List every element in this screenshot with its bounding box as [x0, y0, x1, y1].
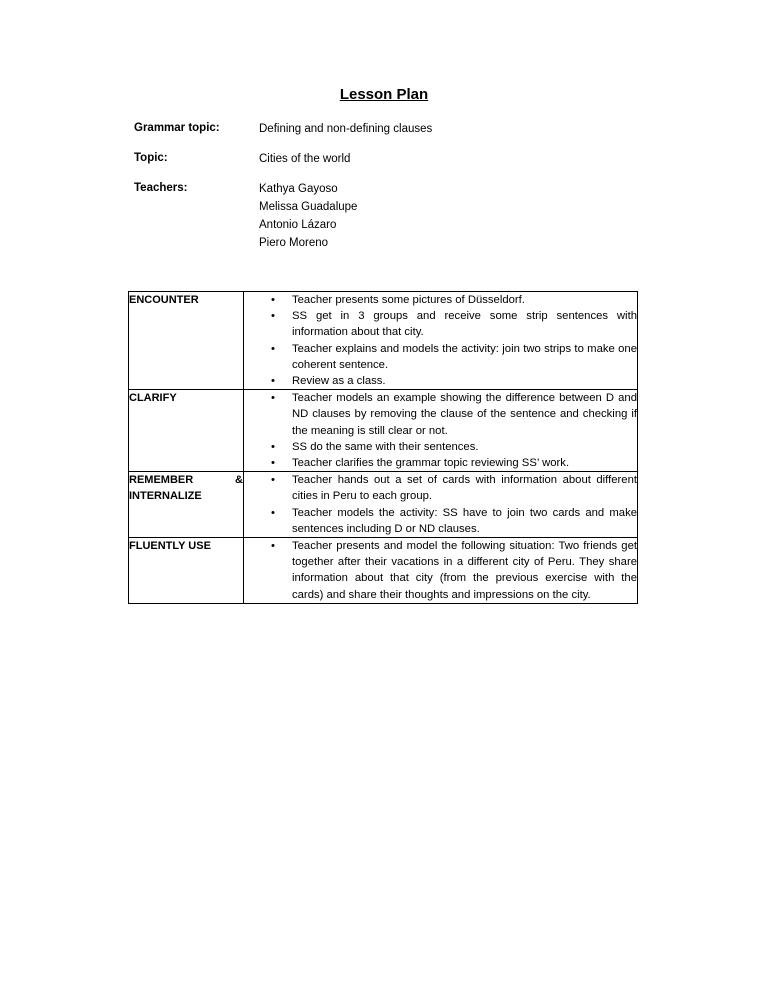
activity-item: • Teacher models the activity: SS have to join two cards and make sentences including D or ND clauses. [244, 505, 637, 537]
grammar-topic-value: Defining and non-defining clauses [259, 123, 433, 135]
activity-item: • Review as a class. [244, 373, 637, 389]
lesson-stages-table [128, 291, 638, 604]
activity-list [244, 538, 637, 603]
stage-name-cell [129, 292, 244, 390]
table-row [129, 472, 638, 538]
activity-item: • SS get in 3 groups and receive some strip sentences with information about that city. [244, 308, 637, 340]
stage-name: FLUENTLY USE [129, 540, 211, 553]
page-title: Lesson Plan [339, 86, 429, 103]
table-row [129, 390, 638, 472]
teachers-label: Teachers: [134, 182, 188, 194]
activity-item: • Teacher hands out a set of cards with information about different cities in Peru to each group. [244, 472, 637, 504]
stage-activities-cell [244, 292, 638, 390]
stage-name-cell [129, 538, 244, 604]
stage-name: INTERNALIZE [129, 490, 202, 503]
teachers-list [259, 180, 357, 252]
activity-item: • SS do the same with their sentences. [244, 439, 637, 455]
teacher-name: Piero Moreno [259, 237, 329, 249]
stage-name: REMEMBER [129, 474, 194, 487]
stage-name-cell [129, 390, 244, 472]
topic-label: Topic: [134, 152, 168, 164]
stage-name: CLARIFY [129, 392, 177, 405]
stage-activities-cell [244, 390, 638, 472]
teacher-name: Kathya Gayoso [259, 183, 338, 195]
table-row [129, 538, 638, 604]
activity-item: • Teacher presents some pictures of Düsseldorf. [244, 292, 637, 308]
teacher-name: Melissa Guadalupe [259, 201, 358, 213]
table-row [129, 292, 638, 390]
activity-item: • Teacher explains and models the activity: join two strips to make one coherent sentence. [244, 341, 637, 373]
activity-item: • Teacher presents and model the following situation: Two friends get together after their vacations in a different city of Peru. They share information about that city (from the previous exercise with the cards) and share their thoughts and impressions on the city. [244, 538, 637, 603]
activity-list [244, 292, 637, 389]
grammar-topic-label: Grammar topic: [134, 122, 220, 134]
topic-value: Cities of the world [259, 153, 351, 165]
stage-name: ENCOUNTER [129, 294, 199, 306]
stage-name-cell [129, 472, 244, 538]
activity-item: • Teacher models an example showing the difference between D and ND clauses by removing the clause of the sentence and checking if the meaning is still clear or not. [244, 390, 637, 439]
stage-activities-cell [244, 538, 638, 604]
teacher-name: Antonio Lázaro [259, 219, 337, 231]
ampersand: & [235, 474, 243, 487]
activity-item: • Teacher clarifies the grammar topic reviewing SS’ work. [244, 455, 637, 471]
stage-activities-cell [244, 472, 638, 538]
activity-list [244, 472, 637, 537]
activity-list [244, 390, 637, 471]
